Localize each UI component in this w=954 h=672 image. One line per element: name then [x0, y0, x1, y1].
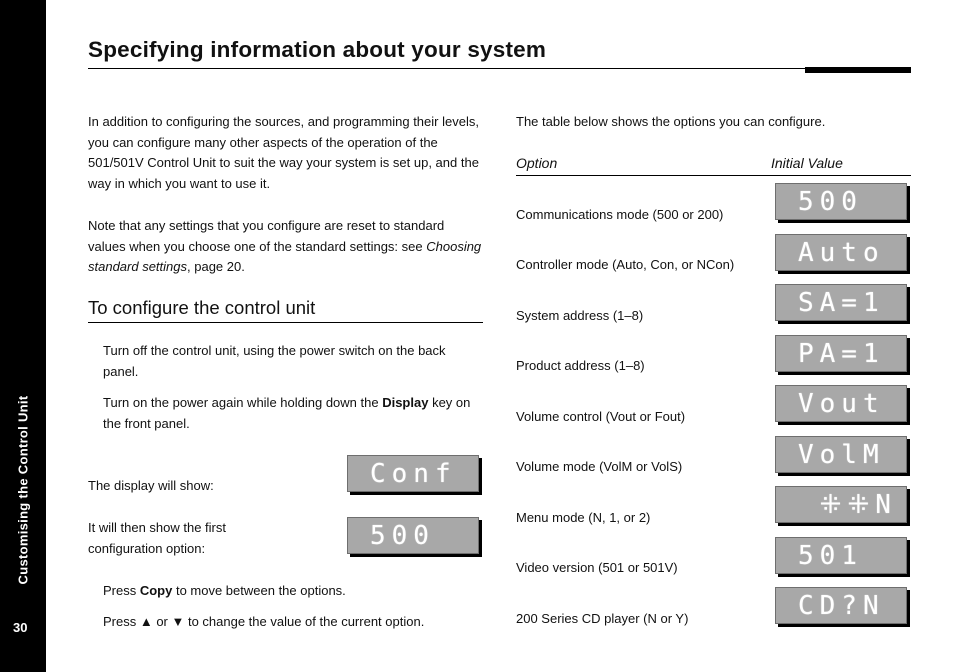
sidebar: [0, 0, 46, 672]
step-3: [103, 581, 483, 602]
cross-reference-link[interactable]: Choosing standard settings: [88, 238, 482, 275]
lcd-text: 501: [798, 540, 863, 571]
lcd-value: [775, 385, 907, 422]
step-1: Turn off the control unit, using the power switch on the back panel.: [103, 343, 446, 379]
option-label: Menu mode (N, 1, or 2): [516, 510, 651, 525]
lcd-value: [775, 183, 907, 220]
copy-key-label: Copy: [139, 583, 173, 598]
note-text-a: Note that any settings that you configure are reset to standard values when you choose one of the standard settings: see: [88, 218, 445, 254]
title-rule: [88, 68, 911, 69]
lcd-text: Auto: [798, 237, 885, 268]
display-key-label: Display: [382, 395, 429, 410]
lcd-text: CD?N: [798, 590, 885, 621]
lcd-display-500: [347, 517, 479, 554]
section-heading: To configure the control unit: [88, 297, 316, 318]
table-header-rule: [516, 175, 911, 176]
option-label: Product address (1–8): [516, 358, 645, 373]
lcd-value: [775, 486, 907, 523]
option-label: Video version (501 or 501V): [516, 560, 678, 575]
lcd-text: 500: [798, 186, 863, 217]
option-label: System address (1–8): [516, 308, 644, 323]
lcd-text: VolM: [798, 439, 885, 470]
title-bar-accent: [805, 67, 911, 73]
step-3-text-b: to move between the options.: [172, 583, 346, 598]
option-label: Volume control (Vout or Fout): [516, 409, 686, 424]
page-number: 30: [13, 620, 28, 635]
lcd-value: [775, 537, 907, 574]
heading-rule: [88, 322, 483, 323]
page-title: Specifying information about your system: [88, 37, 547, 62]
option-label: Controller mode (Auto, Con, or NCon): [516, 257, 735, 272]
note-text-b: , page 20.: [187, 259, 245, 275]
option-label: Communications mode (500 or 200): [516, 207, 724, 222]
table-intro: The table below shows the options you can configure.: [516, 114, 826, 129]
lcd-text: PA=1: [798, 338, 885, 369]
lcd-value: [775, 284, 907, 321]
intro-paragraph: In addition to configuring the sources, and programming their levels, you can configure many other aspects of the operation of the 501/501V Control Unit to suit the way your system is set up, and the way in which you want to use it.: [88, 114, 479, 192]
section-label: Customising the Control Unit: [15, 395, 31, 585]
step-2-text-b: key on the front panel.: [103, 395, 471, 431]
lcd-text: Vout: [798, 388, 885, 419]
lcd-value: [775, 335, 907, 372]
column-header-initial-value: Initial Value: [771, 155, 843, 171]
lcd-text: SA=1: [798, 287, 885, 318]
lcd-value: [775, 234, 907, 271]
step-2: [103, 393, 483, 434]
option-label: Volume mode (VolM or VolS): [516, 459, 683, 474]
note-paragraph: [88, 216, 483, 278]
lcd-value: [775, 436, 907, 473]
step-4: Press ▲ or ▼ to change the value of the current option.: [103, 614, 425, 629]
lcd-value: [775, 587, 907, 624]
then-show-text: It will then show the first configuration option:: [88, 520, 226, 556]
lcd-text: ⁜⁜N: [798, 489, 897, 520]
lcd-text: 500: [370, 520, 435, 551]
step-2-text-a: Turn on the power again while holding down the: [103, 395, 383, 410]
column-header-option: Option: [516, 155, 558, 171]
lcd-display-conf: [347, 455, 479, 492]
lcd-text: Conf: [370, 458, 457, 489]
display-will-show-text: The display will show:: [88, 478, 214, 493]
option-label: 200 Series CD player (N or Y): [516, 611, 689, 626]
step-3-text-a: Press: [103, 583, 140, 598]
